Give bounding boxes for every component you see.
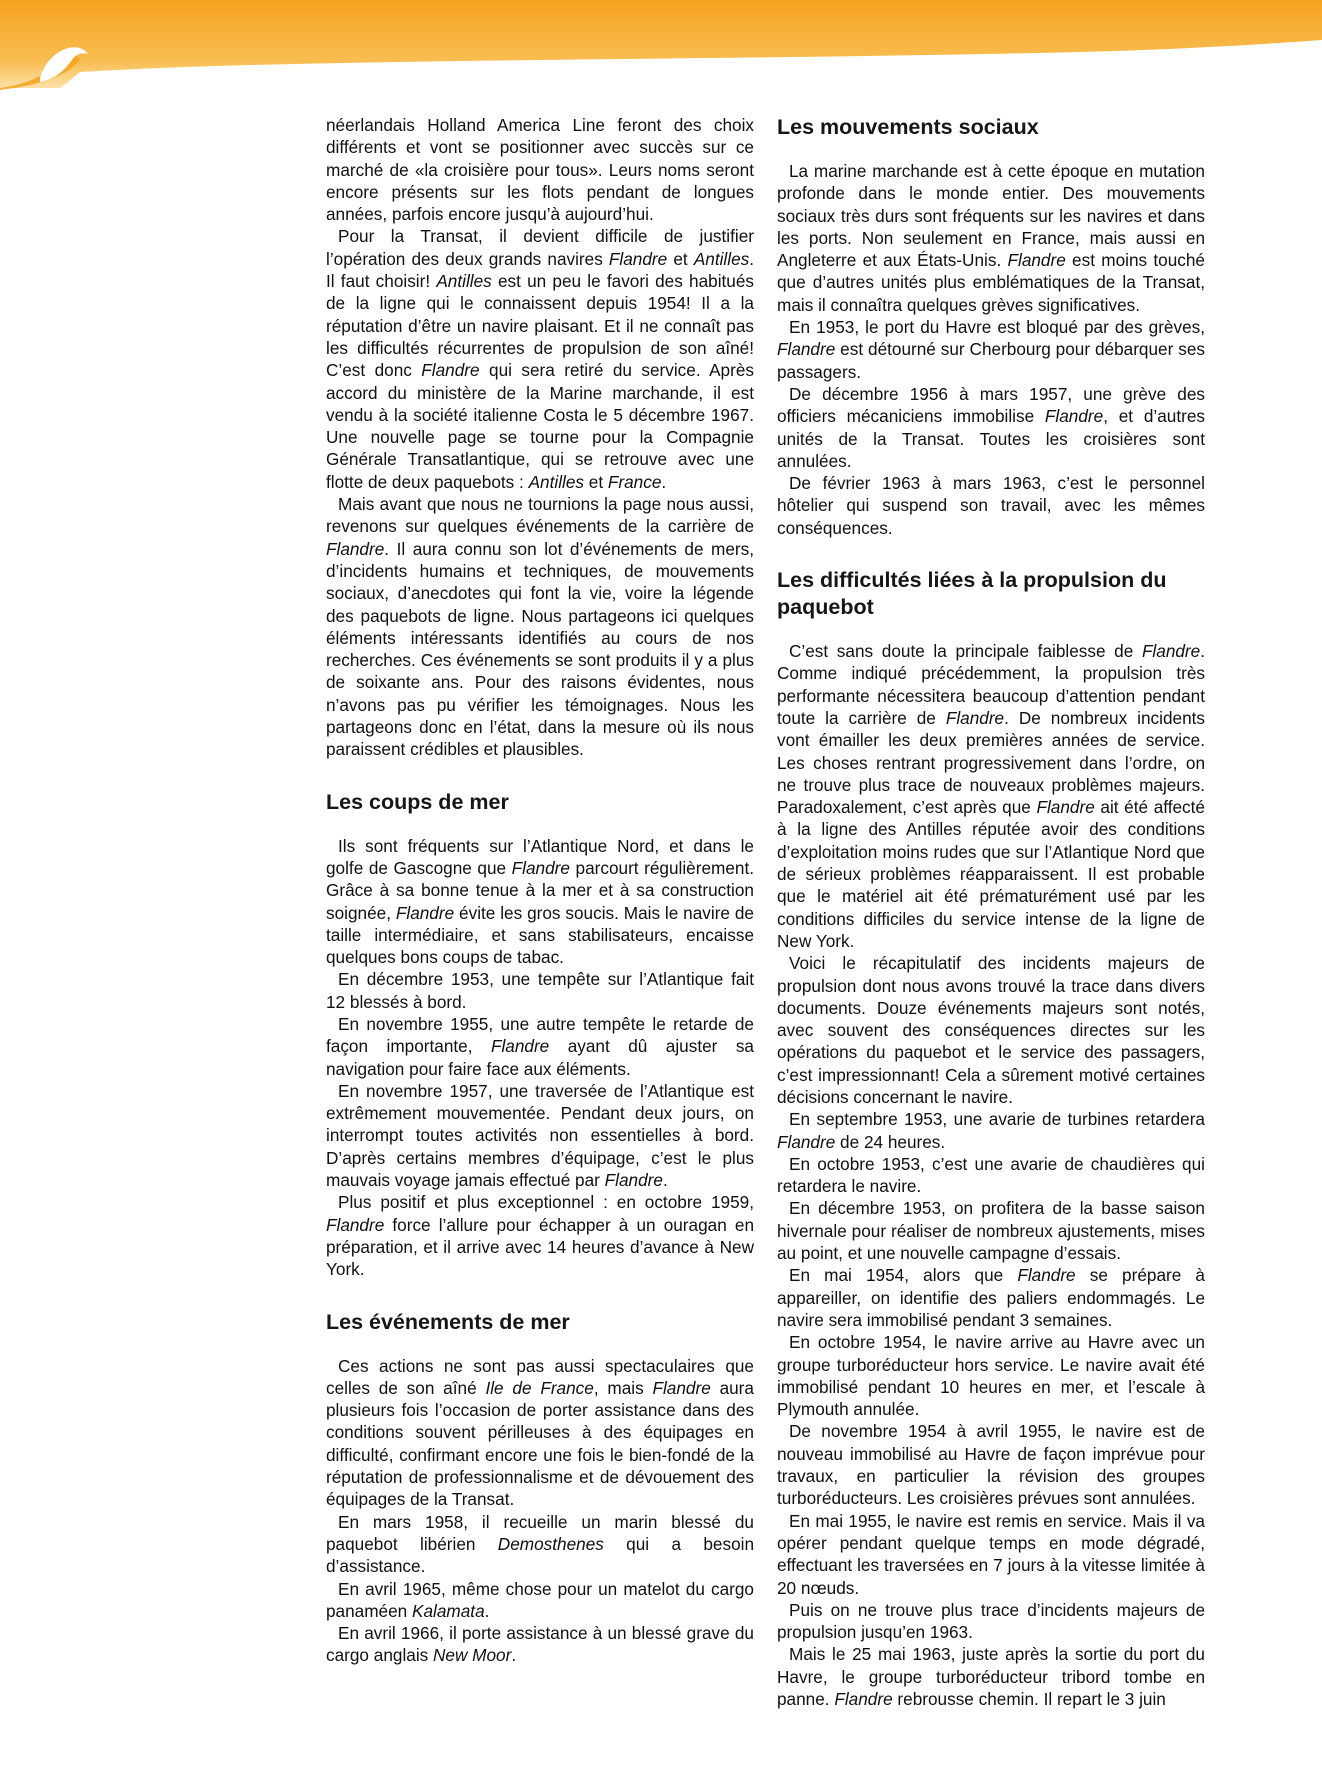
ship-name-italic: France: [607, 471, 662, 492]
ship-name-italic: Flandre: [490, 1036, 550, 1057]
paragraph: Mais avant que nous ne tournions la page nous aussi, revenons sur quelques événements de la carrière de Flandre. Il aura connu son lot d’événements de mers, d’incidents humains et techniques, de mouvements sociaux, d’anecdotes qui font la vie, voire la légende des paquebots de ligne. Nous partageons ici quelques éléments intéressants identifiés au cours de nos recherches. Ces événements se sont produits il y a plus de soixante ans. Pour des raisons évidentes, nous n’avons pas pu vérifier les témoignages. Nous les partageons donc en l’état, dans la mesure où ils nous paraissent crédibles et plausibles.: [326, 494, 754, 760]
ship-name-italic: Flandre: [395, 902, 455, 923]
paragraph: Ils sont fréquents sur l’Atlantique Nord, et dans le golfe de Gascogne que Flandre parcourt régulièrement. Grâce à sa bonne tenue à la mer et à sa construction soignée, Flandre évite les gros soucis. Mais le navire de taille intermédiaire, et sans stabilisateurs, encaisse quelques bons coups de tabac.: [326, 835, 754, 968]
ship-name-italic: Kalamata: [412, 1600, 485, 1621]
paragraph: En mars 1958, il recueille un marin blessé du paquebot libérien Demosthenes qui a besoin d’assistance.: [326, 1511, 755, 1577]
ship-name-italic: Flandre: [777, 1131, 836, 1152]
paragraph: Pour la Transat, il devient difficile de justifier l’opération des deux grands navires Flandre et Antilles. Il faut choisir! Antilles est un peu le favori des habitués de la ligne qui le connaissent depuis 1954! Il a la réputation d’être un navire plaisant. Et il ne connaît pas les difficultés récurrentes de propulsion de son aîné! C’est donc Flandre qui sera retiré du service. Après accord du ministère de la Marine marchande, il est vendu à la société italienne Costa le 5 décembre 1967. Une nouvelle page se tourne pour la Compagnie Générale Transatlantique, qui se retrouve avec une flotte de deux paquebots : Antilles et France.: [326, 226, 755, 492]
paragraph: En 1953, le port du Havre est bloqué par des grèves, Flandre est détourné sur Cherbourg pour débarquer ses passagers.: [777, 317, 1205, 382]
ship-name-italic: Flandre: [652, 1377, 711, 1398]
paragraph: En décembre 1953, une tempête sur l’Atlantique fait 12 blessés à bord.: [326, 969, 754, 1012]
section-heading-evenements-de-mer: Les événements de mer: [326, 1309, 570, 1334]
ship-name-italic: Flandre: [1044, 406, 1104, 427]
paragraph: De novembre 1954 à avril 1955, le navire est de nouveau immobilisé au Havre de façon imprévue pour travaux, en particulier la révision des groupes turboréducteurs. Les croisières prévues sont annulées.: [777, 1421, 1205, 1509]
paragraph: Ces actions ne sont pas aussi spectaculaires que celles de son aîné Ile de France, mais Flandre aura plusieurs fois l’occasion de porter assistance dans des conditions souvent périlleuses à des équipages en difficulté, confirmant encore une fois le bien-fondé de la réputation de professionnalisme et de dévouement des équipages de la Transat.: [326, 1355, 754, 1510]
paragraph: En octobre 1954, le navire arrive au Havre avec un groupe turboréducteur hors service. Le navire avait été immobilisé pendant 10 heures en mer, et l’escale à Plymouth annulée.: [777, 1332, 1205, 1420]
ship-name-italic: Flandre: [604, 1170, 663, 1191]
right-column: [777, 114, 1205, 1710]
paragraph: En novembre 1957, une traversée de l’Atlantique est extrêmement mouvementée. Pendant deux jours, on interrompt toutes activités non essentielles à bord. D’après certains membres d’équipage, c’est le plus mauvais voyage jamais effectué par Flandre.: [326, 1080, 754, 1191]
paragraph: En novembre 1955, une autre tempête le retarde de façon importante, Flandre ayant dû ajuster sa navigation pour faire face aux éléments.: [326, 1013, 754, 1079]
ship-name-italic: Antilles: [528, 471, 584, 492]
paragraph: En mai 1955, le navire est remis en service. Mais il va opérer pendant quelque temps en mode dégradé, effectuant les traversées en 7 jours à la vitesse limitée à 20 nœuds.: [777, 1510, 1205, 1598]
page-number: 54: [48, 60, 63, 75]
paragraph: Puis on ne trouve plus trace d’incidents majeurs de propulsion jusqu’en 1963.: [777, 1599, 1205, 1643]
ship-name-italic: Flandre: [326, 1214, 385, 1235]
paragraph: En avril 1966, il porte assistance à un blessé grave du cargo anglais New Moor.: [326, 1623, 754, 1666]
paragraph: En décembre 1953, on profitera de la basse saison hivernale pour réaliser de nombreux ajustements, mises au point, et une nouvelle campagne d’essais.: [777, 1198, 1205, 1264]
paragraph: De décembre 1956 à mars 1957, une grève des officiers mécaniciens immobilise Flandre, et d’autres unités de la Transat. Toutes les croisières sont annulées.: [777, 383, 1205, 471]
ship-name-italic: Flandre: [1007, 250, 1066, 271]
ship-name-italic: Flandre: [777, 339, 836, 360]
ship-name-italic: Antilles: [693, 248, 750, 269]
paragraph: Plus positif et plus exceptionnel : en octobre 1959, Flandre force l’allure pour échapper à un ouragan en préparation, et il arrive avec 14 heures d’avance à New York.: [326, 1192, 754, 1280]
paragraph: En septembre 1953, une avarie de turbines retardera Flandre de 24 heures.: [777, 1109, 1205, 1152]
section-heading-difficultes-propulsion: Les difficultés liées à la propulsion du paquebot: [777, 568, 1167, 620]
ship-name-italic: Ile de France: [485, 1377, 594, 1398]
ship-name-italic: Flandre: [1017, 1265, 1076, 1286]
left-column: [326, 114, 754, 1667]
section-heading-coups-de-mer: Les coups de mer: [326, 789, 509, 814]
paragraph: Mais le 25 mai 1963, juste après la sortie du port du Havre, le groupe turboréducteur tribord tombe en panne. Flandre rebrousse chemin. Il repart le 3 juin: [777, 1644, 1205, 1709]
section-heading-mouvements-sociaux: Les mouvements sociaux: [777, 115, 1039, 139]
paragraph: De février 1963 à mars 1963, c’est le personnel hôtelier qui suspend son travail, avec les mêmes conséquences.: [777, 473, 1205, 538]
paragraph: néerlandais Holland America Line feront des choix différents et vont se positionner avec succès sur ce marché de «la croisière pour tous». Leurs noms seront encore présents sur les flots pendant de longues années, parfois encore jusqu’à aujourd’hui.: [326, 115, 754, 225]
paragraph: C’est sans doute la principale faiblesse de Flandre. Comme indiqué précédemment, la propulsion très performante nécessitera beaucoup d’attention pendant toute la carrière de Flandre. De nombreux incidents vont émailler les deux premières années de service. Les choses rentrant progressivement dans l’ordre, on ne trouve plus trace de nouveaux problèmes majeurs. Paradoxalement, c’est après que Flandre ait été affecté à la ligne des Antilles réputée avoir des conditions d’exploitation moins rudes que sur l’Atlantique Nord que de sérieux problèmes réapparaissent. Il est probable que le matériel ait été prématurément usé par les conditions difficiles du service intense de la ligne de New York.: [777, 641, 1205, 951]
ship-name-italic: Flandre: [945, 707, 1005, 728]
ship-name-italic: Flandre: [326, 538, 385, 559]
paragraph: La marine marchande est à cette époque en mutation profonde dans le monde entier. Des mouvements sociaux très durs sont fréquents sur les navires et dans les ports. Non seulement en France, mais aussi en Angleterre et aux États-Unis. Flandre est moins touché que d’autres unités plus emblématiques de la Transat, mais il connaîtra quelques grèves significatives.: [777, 161, 1205, 315]
paragraph: En mai 1954, alors que Flandre se prépare à appareiller, on identifie des paliers endommagés. Le navire sera immobilisé pendant 3 semaines.: [777, 1265, 1205, 1330]
ship-name-italic: Antilles: [436, 271, 492, 292]
ship-name-italic: Flandre: [1036, 797, 1095, 818]
ship-name-italic: Flandre: [421, 360, 480, 381]
ship-name-italic: Flandre: [511, 857, 570, 878]
ship-name-italic: Flandre: [834, 1689, 893, 1709]
header-wave-band: [0, 0, 1322, 90]
paragraph: En avril 1965, même chose pour un matelot du cargo panaméen Kalamata.: [326, 1578, 754, 1621]
ship-name-italic: Flandre: [1141, 641, 1201, 662]
paragraph: En octobre 1953, c’est une avarie de chaudières qui retardera le navire.: [777, 1153, 1205, 1197]
paragraph: Voici le récapitulatif des incidents majeurs de propulsion dont nous avons trouvé la trace dans divers documents. Douze événements majeurs sont notés, avec souvent des conséquences directes sur les opérations du paquebot et le service des passagers, c’est impressionnant! Cela a sûrement motivé certaines décisions concernant le navire.: [777, 953, 1205, 1107]
ship-name-italic: Flandre: [608, 248, 668, 269]
ship-name-italic: Demosthenes: [497, 1533, 604, 1554]
ship-name-italic: New Moor: [433, 1645, 512, 1666]
